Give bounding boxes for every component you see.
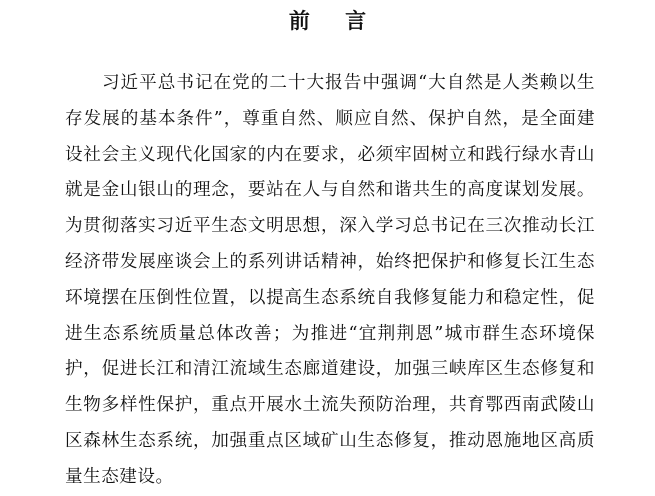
document-title: 前 言 — [288, 8, 381, 33]
preface-paragraph: 习近平总书记在党的二十大报告中强调“大自然是人类赖以生存发展的基本条件”，尊重自然、顺应自然、保护自然，是全面建设社会主义现代化国家的内在要求，必须牢固树立和践行绿水青山就是金山银山的理念，要站在人与自然和谐共生的高度谋划发展。为贯彻落实习近平生态文明思想，深入学习总书记在三次推动长江经济带发展座谈会上的系列讲话精神，始终把保护和修复长江生态环境摆在压倒性位置，以提高生态系统自我修复能力和稳定性，促进生态系统质量总体改善；为推进“宜荆荆恩”城市群生态环境保护，促进长江和清江流域生态廊道建设，加强三峡库区生态修复和生物多样性保护，重点开展水土流失预防治理，共育鄂西南武陵山区森林生态系统，加强重点区域矿山生态修复，推动恩施地区高质量生态建设。 — [65, 73, 595, 487]
